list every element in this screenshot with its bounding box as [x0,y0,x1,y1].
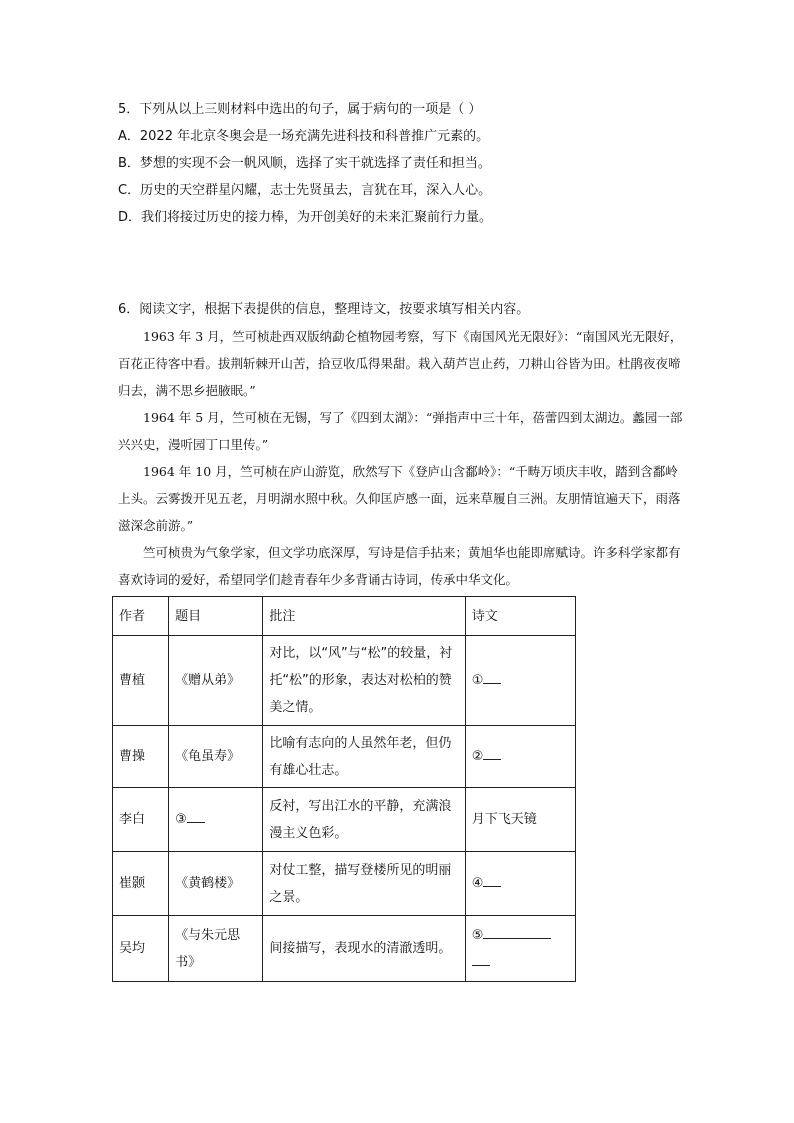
table-header-row [113,597,576,636]
cell-note: 比喻有志向的人虽然年老，但仍有雄心壮志。 [263,726,465,788]
question-6 [118,296,718,593]
option-a: A．2022 年北京冬奥会是一场充满先进科技和科普推广元素的。 [118,129,490,144]
reading-paragraph-2: 1964 年 5 月，竺可桢在无锡，写了《四到太湖》：“弹指声中三十年，蓓蕾四到太湖边。蠡园一部兴兴史，漫听园丁口里传。” [118,410,683,452]
blank-number: ⑤ [471,927,484,943]
option-c: C．历史的天空群星闪耀，志士先贤虽去，言犹在耳，深入人心。 [118,183,492,198]
cell-author: 曹操 [113,726,169,788]
blank-number: ④ [471,876,484,891]
blank-number: ② [471,749,484,764]
answer-blank[interactable] [483,924,551,939]
cell-poem[interactable] [465,726,575,788]
option-d: D．我们将接过历史的接力棒，为开创美好的未来汇聚前行力量。 [118,210,493,225]
answer-blank[interactable] [483,669,501,684]
cell-title: 《赠从弟》 [169,636,263,726]
table-row [113,852,576,916]
reading-paragraph-1: 1963 年 3 月，竺可桢赴西双版纳勐仑植物园考察，写下《南国风光无限好》：“南国风光无限好，百花正待客中看。拔荆斩棘开山苦，拾豆收瓜得果甜。栽入葫芦岂止药，刀耕山谷皆为田。杜鹃夜夜啼归去，满不思乡挹腋眠。” [118,329,683,398]
poem-table [112,596,576,982]
cell-title[interactable] [169,788,263,852]
answer-blank[interactable] [187,808,205,823]
cell-title: 《黄鹤楼》 [169,852,263,916]
cell-title: 《龟虽寿》 [169,726,263,788]
cell-author: 崔颢 [113,852,169,916]
cell-note: 反衬，写出江水的平静，充满浪漫主义色彩。 [263,788,465,852]
cell-poem[interactable] [465,916,575,982]
cell-note: 对仗工整，描写登楼所见的明丽之景。 [263,852,465,916]
answer-blank-continued[interactable] [472,951,490,966]
table-row [113,916,576,982]
cell-poem[interactable] [465,852,575,916]
cell-author: 吴均 [113,916,169,982]
header-title: 题目 [169,597,263,636]
blank-number: ① [471,673,484,688]
blank-number: ③ [175,812,187,827]
cell-author: 李白 [113,788,169,852]
header-poem: 诗文 [465,597,575,636]
header-author: 作者 [113,597,169,636]
cell-poem: 月下飞天镜 [465,788,575,852]
question-5 [118,96,738,231]
table-row [113,788,576,852]
reading-paragraph-4: 竺可桢贵为气象学家，但文学功底深厚，写诗是信手拈来；黄旭华也能即席赋诗。许多科学家都有喜欢诗词的爱好，希望同学们趁青春年少多背诵古诗词，传承中华文化。 [118,545,681,587]
cell-poem[interactable] [465,636,575,726]
cell-note: 间接描写，表现水的清澈透明。 [263,916,465,982]
question-5-stem: 5．下列从以上三则材料中选出的句子，属于病句的一项是（ ） [118,102,482,117]
table-row [113,726,576,788]
answer-blank[interactable] [483,872,501,887]
answer-blank[interactable] [483,745,501,760]
option-b: B．梦想的实现不会一帆风顺，选择了实干就选择了责任和担当。 [118,156,491,171]
cell-note: 对比，以“风”与“松”的较量，衬托“松”的形象，表达对松柏的赞美之情。 [263,636,465,726]
reading-paragraph-3: 1964 年 10 月，竺可桢在庐山游览，欣然写下《登庐山含鄱岭》：“千畴万顷庆丰收，踏到含鄱岭上头。云雾拨开见五老，月明湖水照中秋。久仰匡庐感一面，远来草履自三洲。友朋情谊遍天下，雨落滋深念前游。” [118,464,681,533]
header-note: 批注 [263,597,465,636]
table-row [113,636,576,726]
cell-author: 曹植 [113,636,169,726]
cell-title: 《与朱元思书》 [169,916,263,982]
question-6-stem: 6．阅读文字，根据下表提供的信息，整理诗文，按要求填写相关内容。 [118,302,530,317]
